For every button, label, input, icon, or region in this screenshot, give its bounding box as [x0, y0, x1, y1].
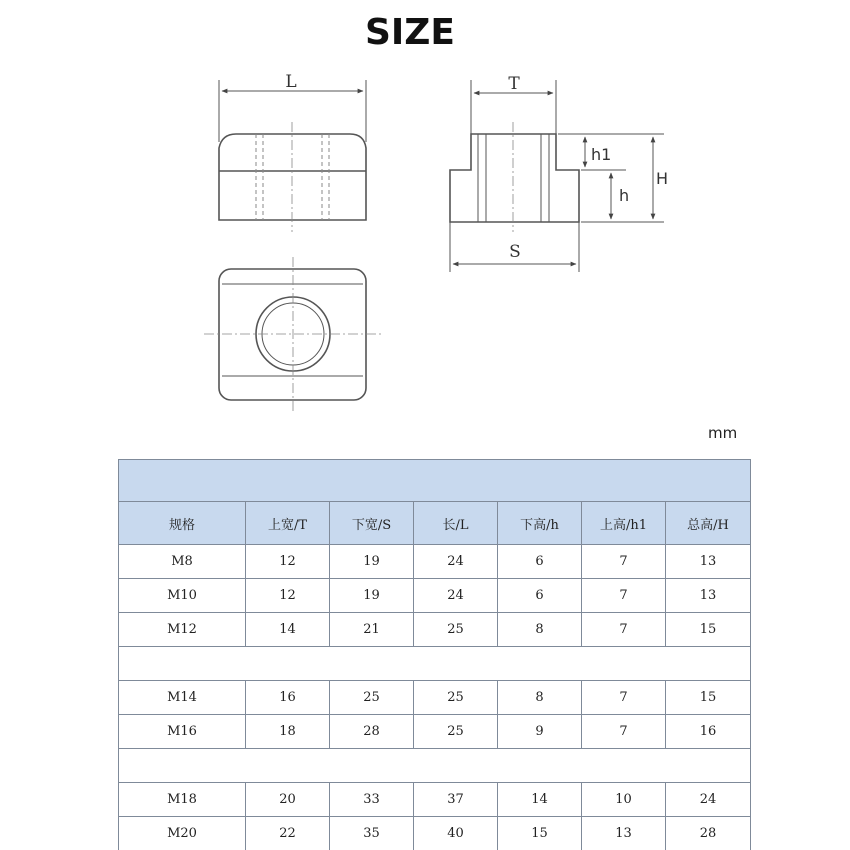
header-cell: 规格 [119, 502, 246, 545]
value-cell: 8 [498, 613, 582, 647]
header-cell: 下高/h [498, 502, 582, 545]
header-cell: 总高/H [666, 502, 751, 545]
value-cell: 28 [666, 817, 751, 850]
value-cell: 24 [414, 545, 498, 579]
value-cell: 7 [582, 545, 666, 579]
label-h: h [619, 186, 630, 205]
value-cell: 18 [246, 715, 330, 749]
label-S: S [509, 242, 521, 262]
value-cell: 21 [330, 613, 414, 647]
label-H: H [656, 169, 669, 188]
front-view [219, 80, 366, 232]
value-cell: 37 [414, 783, 498, 817]
value-cell: 7 [582, 715, 666, 749]
value-cell: 6 [498, 579, 582, 613]
value-cell: 13 [582, 817, 666, 850]
value-cell: 7 [582, 579, 666, 613]
value-cell: 35 [330, 817, 414, 850]
value-cell: 24 [666, 783, 751, 817]
value-cell: 16 [246, 681, 330, 715]
value-cell: 6 [498, 545, 582, 579]
spec-cell: M18 [119, 783, 246, 817]
table-row [119, 783, 751, 817]
value-cell: 22 [246, 817, 330, 850]
value-cell: 7 [582, 613, 666, 647]
value-cell: 19 [330, 579, 414, 613]
value-cell: 12 [246, 545, 330, 579]
value-cell: 13 [666, 545, 751, 579]
value-cell: 20 [246, 783, 330, 817]
value-cell: 25 [414, 681, 498, 715]
value-cell: 7 [582, 681, 666, 715]
table-row [119, 613, 751, 647]
value-cell: 15 [666, 681, 751, 715]
spec-cell: M8 [119, 545, 246, 579]
table-spacer-row [119, 647, 751, 681]
table-banner [119, 460, 751, 502]
value-cell: 28 [330, 715, 414, 749]
value-cell: 19 [330, 545, 414, 579]
value-cell: 15 [498, 817, 582, 850]
side-view [450, 80, 664, 272]
table-row [119, 715, 751, 749]
value-cell: 40 [414, 817, 498, 850]
value-cell: 14 [498, 783, 582, 817]
table-row [119, 681, 751, 715]
spec-cell: M14 [119, 681, 246, 715]
unit-label: mm [708, 424, 738, 442]
spec-cell: M20 [119, 817, 246, 850]
spec-table [118, 459, 751, 850]
page-title: SIZE [364, 12, 456, 53]
label-h1: h1 [591, 145, 612, 164]
table-row [119, 545, 751, 579]
value-cell: 25 [330, 681, 414, 715]
value-cell: 33 [330, 783, 414, 817]
header-cell: 长/L [414, 502, 498, 545]
value-cell: 10 [582, 783, 666, 817]
value-cell: 16 [666, 715, 751, 749]
value-cell: 25 [414, 613, 498, 647]
label-L: L [285, 72, 297, 92]
header-cell: 上宽/T [246, 502, 330, 545]
spec-cell: M16 [119, 715, 246, 749]
value-cell: 12 [246, 579, 330, 613]
value-cell: 8 [498, 681, 582, 715]
table-header-row [119, 502, 751, 545]
table-spacer-row [119, 749, 751, 783]
value-cell: 14 [246, 613, 330, 647]
spec-cell: M12 [119, 613, 246, 647]
header-cell: 上高/h1 [582, 502, 666, 545]
table-row [119, 817, 751, 850]
top-view [204, 257, 382, 412]
table-row [119, 579, 751, 613]
spec-cell: M10 [119, 579, 246, 613]
value-cell: 25 [414, 715, 498, 749]
label-T: T [508, 74, 520, 94]
value-cell: 15 [666, 613, 751, 647]
value-cell: 9 [498, 715, 582, 749]
value-cell: 13 [666, 579, 751, 613]
header-cell: 下宽/S [330, 502, 414, 545]
value-cell: 24 [414, 579, 498, 613]
height-labels [591, 145, 668, 205]
